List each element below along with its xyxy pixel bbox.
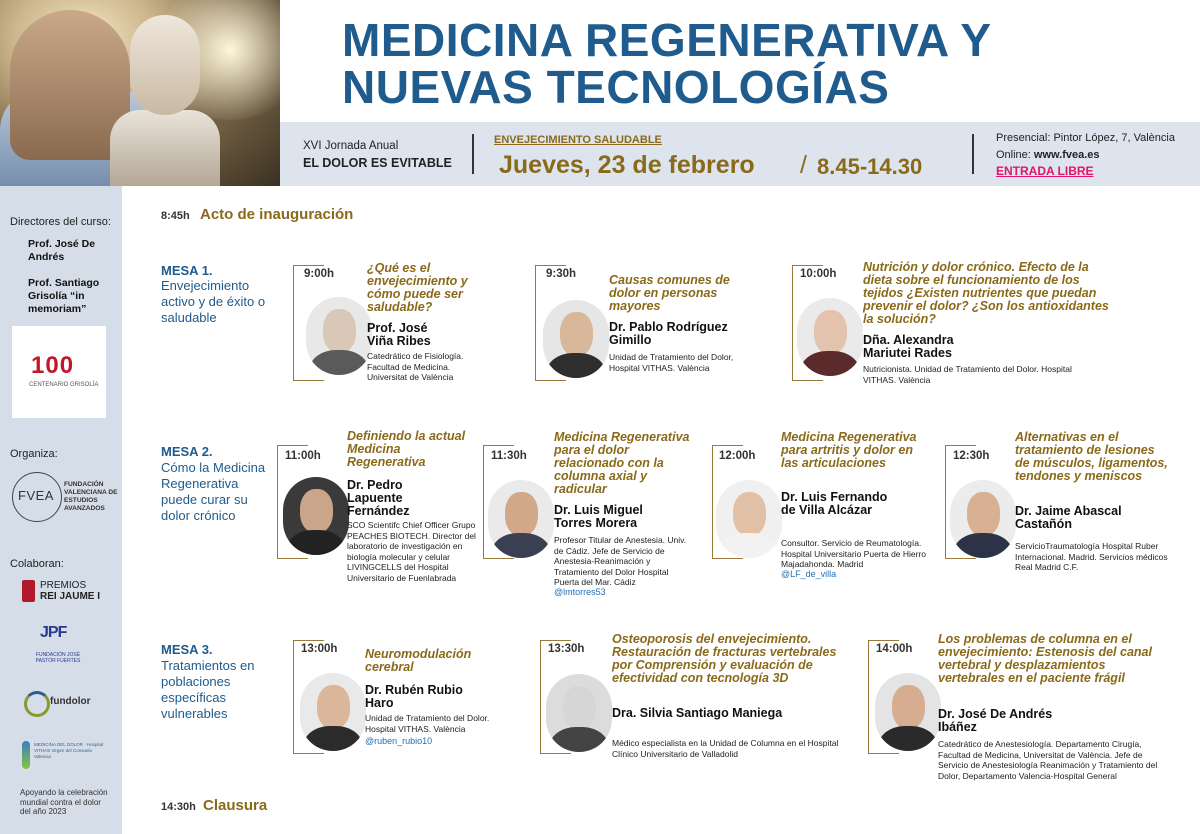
medicina-dolor-icon [22, 741, 30, 769]
twitter-handle-link[interactable]: @LF_de_villa [781, 569, 837, 579]
organiza-label: Organiza: [10, 448, 58, 460]
directors-label: Directores del curso: [10, 216, 111, 228]
mesa-3-sub: Tratamientos en poblaciones específicas vulnerables [161, 658, 255, 721]
director-2: Prof. Santiago Grisolía “in memoriam” [28, 277, 100, 315]
speaker-name: Dr. Jaime Abascal Castañón [1015, 504, 1122, 531]
theme-label: ENVEJECIMIENTO SALUDABLE [494, 134, 662, 146]
mesa-1-head: MESA 1. [161, 263, 213, 278]
talk-time: 11:30h [491, 450, 527, 462]
speaker-affiliation: Unidad de Tratamiento del Dolor, Hospital VITHAS. València [609, 352, 734, 373]
talk-time: 12:30h [953, 450, 990, 462]
premios-line2: REI JAUME I [40, 591, 101, 602]
speaker-affiliation: Profesor Titular de Anestesia. Univ. de Cádiz. Jefe de Servicio de Anestesia-Reanimación y Tratamiento del Dolor Hospital Puerta del Mar. Cádiz [554, 535, 687, 587]
speaker-photo [875, 673, 941, 751]
closing-title: Clausura [203, 797, 268, 814]
talk-title: Nutrición y dolor crónico. Efecto de la dieta sobre el funcionamiento de los tejidos ¿Existen nutrientes que puedan prevenir el dolor? ¿Son los antioxidantes la solución? [863, 260, 1109, 326]
speaker-affiliation: Unidad de Tratamiento del Dolor. Hospital VITHAS. València [365, 713, 490, 734]
info-bar [280, 122, 1200, 186]
opening-title: Acto de inauguración [200, 206, 354, 223]
mesa-1-sub: Envejecimiento activo y de éxito o saludable [161, 278, 266, 325]
fundolor-icon [24, 691, 50, 717]
mesa-2-sub: Cómo la Medicina Regenerativa puede curar su dolor crónico [161, 460, 266, 523]
speaker-photo [488, 480, 554, 558]
speaker-photo [546, 674, 612, 752]
premios-icon [22, 580, 35, 602]
speaker-photo [950, 480, 1016, 558]
speaker-affiliation: Médico especialista en la Unidad de Columna en el Hospital Clínico Universitario de Valladolid [612, 738, 839, 759]
speaker-affiliation: ServicioTraumatología Hospital Ruber Internacional. Madrid. Servicios médicos Real Madrid C.F. [1015, 541, 1168, 572]
talk-title: Osteoporosis del envejecimiento. Restauración de fracturas vertebrales por Comprensión y evaluación de efectividad con tecnología 3D [612, 632, 837, 685]
fjpf-logo: JPF [40, 624, 67, 641]
director-1: Prof. José De Andrés [28, 238, 96, 263]
talk-title: Neuromodulación cerebral [365, 647, 472, 674]
speaker-photo [797, 298, 863, 376]
colaboran-label: Colaboran: [10, 558, 64, 570]
jornada-label: XVI Jornada Anual [303, 140, 399, 152]
talk-title: Medicina Regenerativa para artritis y dolor en las articulaciones [781, 430, 917, 470]
talk-time: 9:00h [304, 268, 335, 280]
talk-title: Causas comunes de dolor en personas mayores [609, 273, 730, 313]
speaker-affiliation: Nutricionista. Unidad de Tratamiento del Dolor. Hospital VITHAS. València [863, 364, 1072, 385]
talk-time: 9:30h [546, 268, 577, 280]
title-area [280, 0, 1200, 122]
apoyando-text: Apoyando la celebración mundial contra el dolor del año 2023 [20, 788, 108, 816]
page-title-line1: MEDICINA REGENERATIVA Y [342, 14, 992, 66]
speaker-photo [283, 477, 349, 555]
talk-title: Definiendo la actual Medicina Regenerativa [347, 429, 466, 469]
online-label: Online: [996, 149, 1034, 161]
premios-line1: PREMIOS [40, 580, 87, 591]
talk-title: ¿Qué es el envejecimiento y cómo puede ser saludable? [367, 261, 468, 314]
twitter-handle-link[interactable]: @lmtorres53 [554, 587, 606, 597]
talk-time: 14:00h [876, 643, 913, 655]
speaker-name: Dña. Alexandra Mariutei Rades [863, 333, 954, 360]
talk-title: Los problemas de columna en el envejecimiento: Estenosis del canal vertebral y desplazamientos vertebrales en el paciente frágil [938, 632, 1152, 685]
speaker-affiliation: SCO Scientifc Chief Officer Grupo PEACHES BIOTECH. Director del laboratorio de investigación en biología molecular y celular LIVINGCELLS del Hospital Universitario de Fuenlabrada [347, 520, 476, 583]
speaker-affiliation: Catedrático de Anestesiología. Departamento Cirugía, Facultad de Medicina, Universitat de València. Jefe de Servicio de Anestesiología Reanimación y Tratamiento del Dolor, Departamento Valencia-Hospital General [938, 739, 1158, 781]
talk-time: 13:00h [301, 643, 338, 655]
fvea-abbr: FVEA [18, 488, 54, 503]
speaker-name: Dr. Pedro Lapuente Fernández [347, 478, 410, 518]
hero-photo [0, 0, 280, 186]
speaker-affiliation: Catedrático de Fisiología. Facultad de Medicina. Universitat de València [367, 351, 464, 382]
presencial-address: Presencial: Pintor López, 7, València [996, 132, 1175, 144]
talk-title: Alternativas en el tratamiento de lesiones de músculos, ligamentos, tendones y meniscos [1015, 430, 1168, 483]
event-date: Jueves, 23 de febrero [499, 151, 755, 179]
page-title-line2: NUEVAS TECNOLOGÍAS [342, 61, 890, 113]
fjpf-name: FUNDACIÓN JOSÉ PASTOR FUERTES [35, 652, 81, 664]
speaker-name: Dra. Silvia Santiago Maniega [612, 706, 783, 720]
mesa-2-head: MESA 2. [161, 444, 213, 459]
date-slash: / [800, 151, 807, 179]
speaker-name: Dr. Luis Fernando de Villa Alcázar [781, 490, 888, 517]
fvea-logo [12, 472, 62, 522]
speaker-photo [306, 297, 372, 375]
speaker-photo [300, 673, 366, 751]
speaker-affiliation: Consultor. Servicio de Reumatología. Hospital Universitario Puerta de Hierro Majadahonda. Madrid [781, 538, 927, 569]
talk-time: 10:00h [800, 268, 837, 280]
mesa-3-head: MESA 3. [161, 642, 213, 657]
closing-time: 14:30h [161, 801, 196, 813]
talk-time: 12:00h [719, 450, 756, 462]
twitter-handle-link[interactable]: @ruben_rubio10 [365, 736, 433, 746]
speaker-photo [543, 300, 609, 378]
speaker-name: Dr. Luis Miguel Torres Morera [554, 503, 643, 530]
online-url-link[interactable]: www.fvea.es [1033, 149, 1100, 161]
talk-time: 13:30h [548, 643, 585, 655]
speaker-name: Dr. Rubén Rubio Haro [365, 683, 463, 710]
divider [972, 134, 974, 174]
speaker-photo [716, 480, 782, 558]
medicina-dolor-name: MEDICINA DEL DOLOR · Hospital VITHAS Virgen del Consuelo Valencia [34, 742, 104, 759]
fvea-name: FUNDACIÓN VALENCIANA DE ESTUDIOS AVANZADOS [64, 481, 118, 512]
divider [472, 134, 474, 174]
entrada-libre: ENTRADA LIBRE [996, 164, 1094, 178]
centenario-number: 100 [31, 352, 75, 379]
opening-time: 8:45h [161, 210, 190, 222]
talk-title: Medicina Regenerativa para el dolor relacionado con la columna axial y radicular [554, 430, 690, 496]
online-line [996, 149, 1100, 161]
centenario-text: CENTENARIO GRISOLÍA [29, 382, 99, 388]
speaker-name: Prof. José Viña Ribes [367, 321, 431, 348]
centenario-logo [12, 326, 106, 418]
event-hours: 8.45-14.30 [817, 154, 923, 179]
speaker-name: Dr. Pablo Rodríguez Gimillo [609, 320, 728, 347]
speaker-name: Dr. José De Andrés Ibáñez [938, 707, 1053, 734]
sidebar [0, 186, 122, 834]
fundolor-name: fundolor [50, 696, 91, 707]
slogan: EL DOLOR ES EVITABLE [303, 156, 452, 170]
talk-time: 11:00h [285, 450, 321, 462]
